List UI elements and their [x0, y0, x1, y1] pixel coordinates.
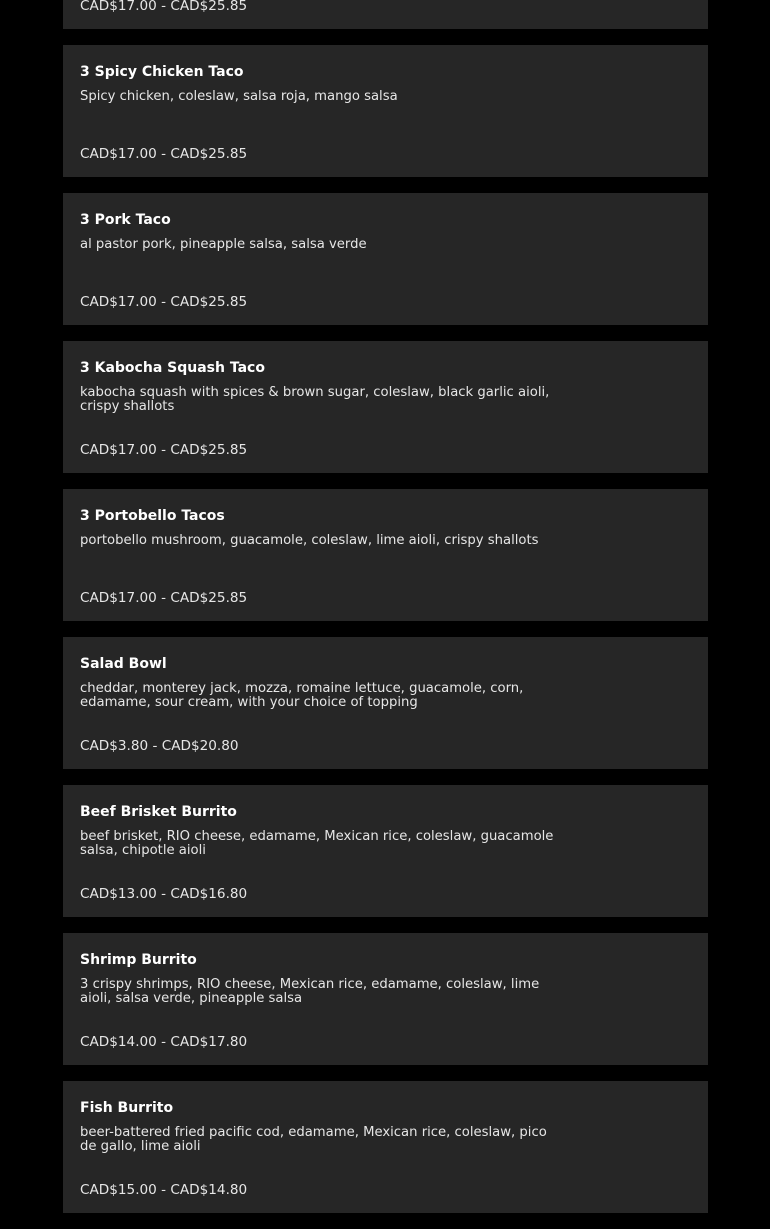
menu-item-description: al pastor pork, pineapple salsa, salsa verde: [80, 238, 367, 252]
menu-item-price: CAD$15.00 - CAD$14.80: [80, 1182, 248, 1198]
menu-item-price: CAD$17.00 - CAD$25.85: [80, 590, 248, 606]
menu-item-card[interactable]: [63, 1081, 708, 1213]
menu-item-name: 3 Pork Taco: [80, 212, 171, 228]
menu-item-name: 3 Spicy Chicken Taco: [80, 64, 244, 80]
menu-item-price: CAD$17.00 - CAD$25.85: [80, 146, 248, 162]
menu-item-card[interactable]: [63, 785, 708, 917]
menu-item-price: CAD$13.00 - CAD$16.80: [80, 886, 248, 902]
menu-item-card[interactable]: [63, 933, 708, 1065]
menu-item-price: CAD$14.00 - CAD$17.80: [80, 1034, 248, 1050]
menu-item-price: CAD$17.00 - CAD$25.85: [80, 442, 248, 458]
menu-item-name: Salad Bowl: [80, 656, 167, 672]
menu-item-description: Spicy chicken, coleslaw, salsa roja, mango salsa: [80, 90, 398, 104]
menu-item-price: CAD$17.00 - CAD$25.85: [80, 294, 248, 310]
menu-item-name: Shrimp Burrito: [80, 952, 197, 968]
menu-item-card[interactable]: [63, 489, 708, 621]
menu-item-name: Fish Burrito: [80, 1100, 174, 1116]
menu-item-description: 3 crispy shrimps, RIO cheese, Mexican rice, edamame, coleslaw, lime aioli, salsa verde, pineapple salsa: [80, 978, 540, 1006]
menu-item-card[interactable]: [63, 45, 708, 177]
menu-item-card[interactable]: [63, 0, 708, 29]
menu-item-name: 3 Kabocha Squash Taco: [80, 360, 265, 376]
menu-item-description: beef brisket, RIO cheese, edamame, Mexican rice, coleslaw, guacamole salsa, chipotle aioli: [80, 830, 554, 858]
menu-item-card[interactable]: [63, 193, 708, 325]
menu-item-description: beer-battered fried pacific cod, edamame, Mexican rice, coleslaw, pico de gallo, lime aioli: [80, 1126, 547, 1154]
menu-item-description: cheddar, monterey jack, mozza, romaine lettuce, guacamole, corn, edamame, sour cream, with your choice of topping: [80, 682, 524, 710]
menu-item-price: CAD$3.80 - CAD$20.80: [80, 738, 239, 754]
menu-item-card[interactable]: [63, 341, 708, 473]
menu-item-price: CAD$17.00 - CAD$25.85: [80, 0, 248, 14]
menu-item-description: portobello mushroom, guacamole, coleslaw, lime aioli, crispy shallots: [80, 534, 539, 548]
menu-item-list: [63, 0, 708, 1229]
menu-item-description: kabocha squash with spices & brown sugar, coleslaw, black garlic aioli, crispy shallots: [80, 386, 550, 414]
menu-item-name: 3 Portobello Tacos: [80, 508, 225, 524]
menu-item-card[interactable]: [63, 637, 708, 769]
menu-item-name: Beef Brisket Burrito: [80, 804, 237, 820]
